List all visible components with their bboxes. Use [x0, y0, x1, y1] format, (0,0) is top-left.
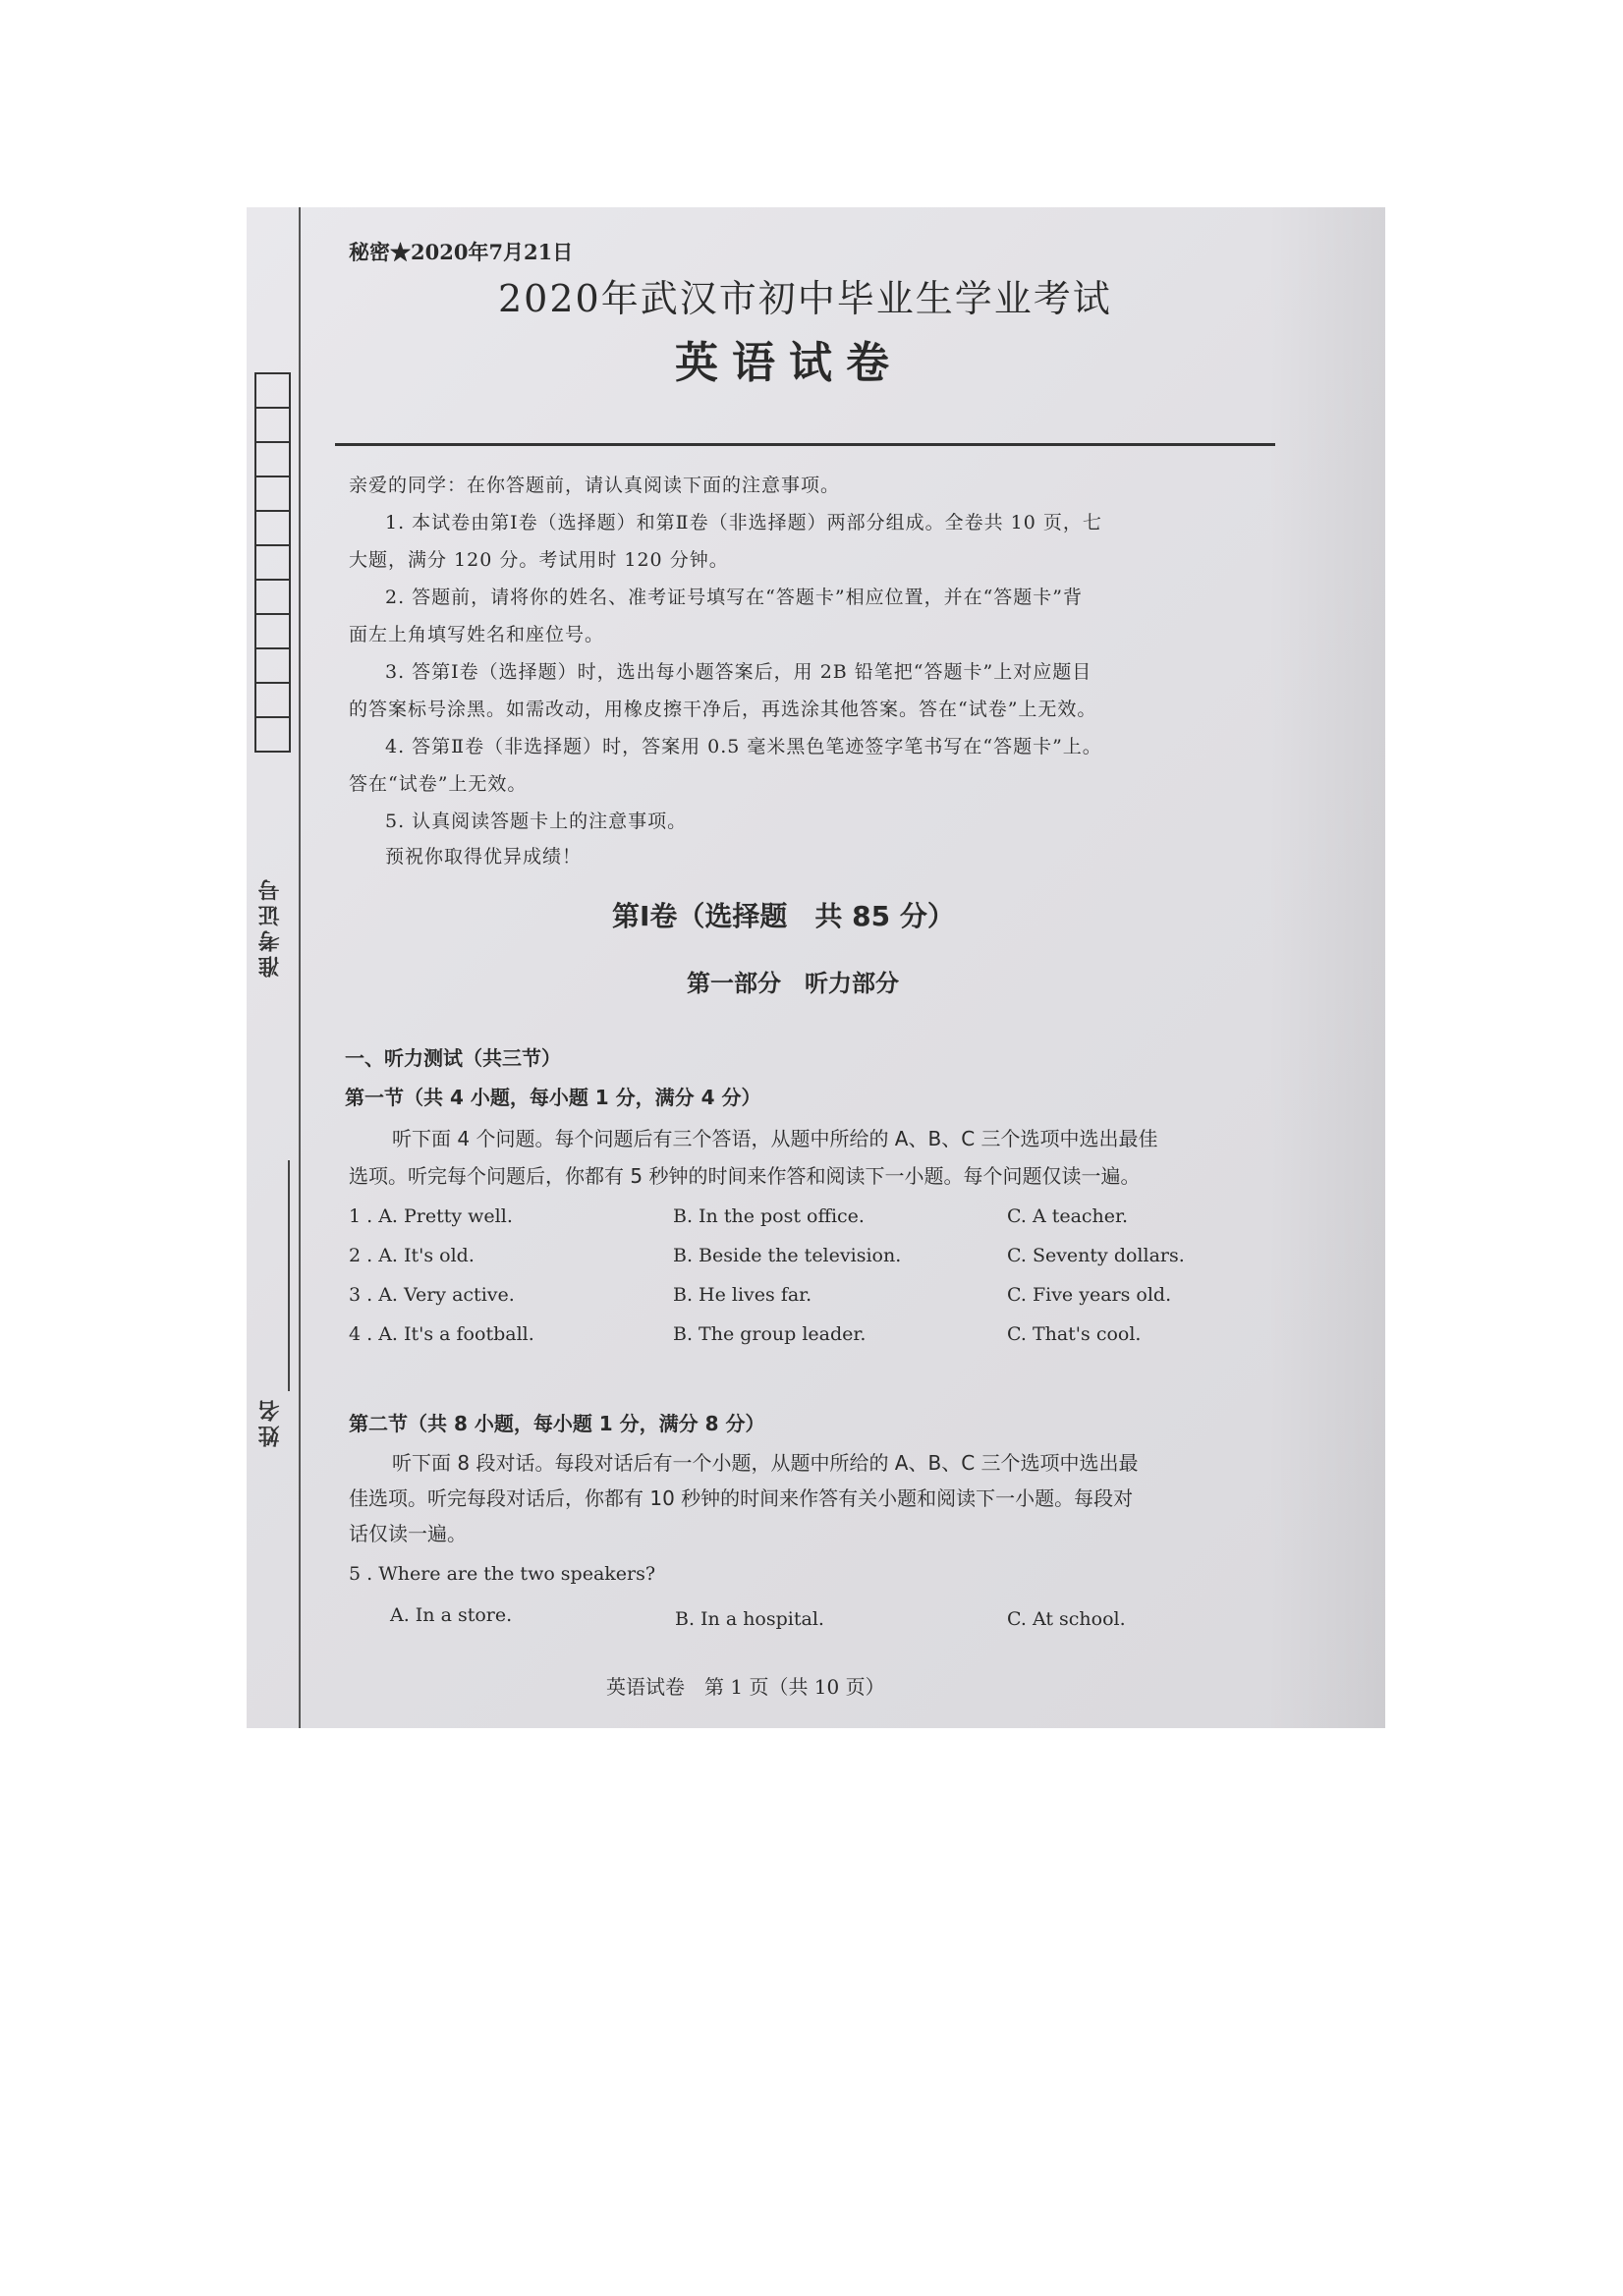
id-box — [254, 647, 291, 682]
q5-option-a: A. In a store. — [390, 1604, 513, 1626]
secret-date: 秘密★2020年7月21日 — [349, 240, 574, 264]
id-box — [254, 476, 291, 510]
q4-option-a: 4 . A. It's a football. — [349, 1323, 534, 1345]
id-box — [254, 441, 291, 476]
q4-option-b: B. The group leader. — [673, 1323, 867, 1345]
section2-directions: 佳选项。听完每段对话后，你都有 10 秒钟的时间来作答有关小题和阅读下一小题。每段对 — [349, 1486, 1134, 1510]
instruction-line: 大题，满分 120 分。考试用时 120 分钟。 — [349, 549, 729, 571]
id-box — [254, 716, 291, 753]
q4-option-c: C. That's cool. — [1007, 1323, 1142, 1345]
id-box — [254, 510, 291, 544]
page-footer: 英语试卷 第 1 页（共 10 页） — [606, 1675, 885, 1699]
subject-title: 英语试卷 — [675, 338, 903, 388]
binding-line — [299, 207, 301, 1728]
instruction-line: 答在“试卷”上无效。 — [349, 773, 528, 795]
q5-option-c: C. At school. — [1007, 1608, 1126, 1630]
instruction-line: 2. 答题前，请将你的姓名、准考证号填写在“答题卡”相应位置，并在“答题卡”背 — [385, 587, 1084, 608]
part1-subtitle: 第一部分 听力部分 — [687, 970, 899, 997]
exam-title: 2020年武汉市初中毕业生学业考试 — [498, 277, 1112, 320]
instruction-line: 5. 认真阅读答题卡上的注意事项。 — [385, 811, 688, 832]
instruction-line: 3. 答第Ⅰ卷（选择题）时，选出每小题答案后，用 2B 铅笔把“答题卡”上对应题目 — [385, 661, 1092, 683]
q3-option-c: C. Five years old. — [1007, 1284, 1172, 1306]
q1-option-b: B. In the post office. — [673, 1205, 865, 1227]
photo-shadow — [1267, 207, 1385, 1728]
id-box — [254, 613, 291, 647]
q2-option-a: 2 . A. It's old. — [349, 1245, 475, 1266]
id-box — [254, 682, 291, 716]
q3-option-a: 3 . A. Very active. — [349, 1284, 515, 1306]
q5-option-b: B. In a hospital. — [675, 1608, 824, 1630]
exam-id-boxes — [254, 372, 289, 753]
section2-directions: 听下面 8 段对话。每段对话后有一个小题，从题中所给的 A、B、C 三个选项中选出最 — [392, 1451, 1139, 1475]
q2-option-b: B. Beside the television. — [673, 1245, 902, 1266]
name-label: 姓名 — [258, 1396, 283, 1447]
header-rule — [335, 443, 1275, 446]
instruction-line: 预祝你取得优异成绩！ — [385, 846, 583, 868]
listening-heading: 一、听力测试（共三节） — [345, 1046, 561, 1070]
instruction-line: 4. 答第Ⅱ卷（非选择题）时，答案用 0.5 毫米黑色笔迹签字笔书写在“答题卡”上。 — [385, 736, 1102, 757]
q3-option-b: B. He lives far. — [673, 1284, 812, 1306]
instruction-line: 面左上角填写姓名和座位号。 — [349, 624, 605, 645]
section1-title: 第一节（共 4 小题，每小题 1 分，满分 4 分） — [345, 1086, 761, 1109]
q1-option-c: C. A teacher. — [1007, 1205, 1129, 1227]
exam-id-label: 准考证号 — [258, 875, 283, 978]
q5-stem: 5 . Where are the two speakers? — [349, 1563, 656, 1585]
id-box — [254, 544, 291, 579]
section1-directions: 选项。听完每个问题后，你都有 5 秒钟的时间来作答和阅读下一小题。每个问题仅读一遍。 — [349, 1164, 1141, 1188]
section1-directions: 听下面 4 个问题。每个问题后有三个答语，从题中所给的 A、B、C 三个选项中选出最佳 — [392, 1127, 1158, 1150]
section2-title: 第二节（共 8 小题，每小题 1 分，满分 8 分） — [349, 1412, 765, 1435]
id-box — [254, 579, 291, 613]
q1-option-a: 1 . A. Pretty well. — [349, 1205, 513, 1227]
instructions-greeting: 亲爱的同学：在你答题前，请认真阅读下面的注意事项。 — [349, 475, 841, 496]
id-box — [254, 372, 291, 407]
name-line — [288, 1160, 290, 1391]
part1-title: 第Ⅰ卷（选择题 共 85 分） — [612, 900, 955, 932]
exam-page-photo — [247, 207, 1385, 1728]
instruction-line: 1. 本试卷由第Ⅰ卷（选择题）和第Ⅱ卷（非选择题）两部分组成。全卷共 10 页，七 — [385, 512, 1102, 533]
q2-option-c: C. Seventy dollars. — [1007, 1245, 1185, 1266]
id-box — [254, 407, 291, 441]
instruction-line: 的答案标号涂黑。如需改动，用橡皮擦干净后，再选涂其他答案。答在“试卷”上无效。 — [349, 699, 1097, 720]
section2-directions: 话仅读一遍。 — [349, 1522, 467, 1545]
